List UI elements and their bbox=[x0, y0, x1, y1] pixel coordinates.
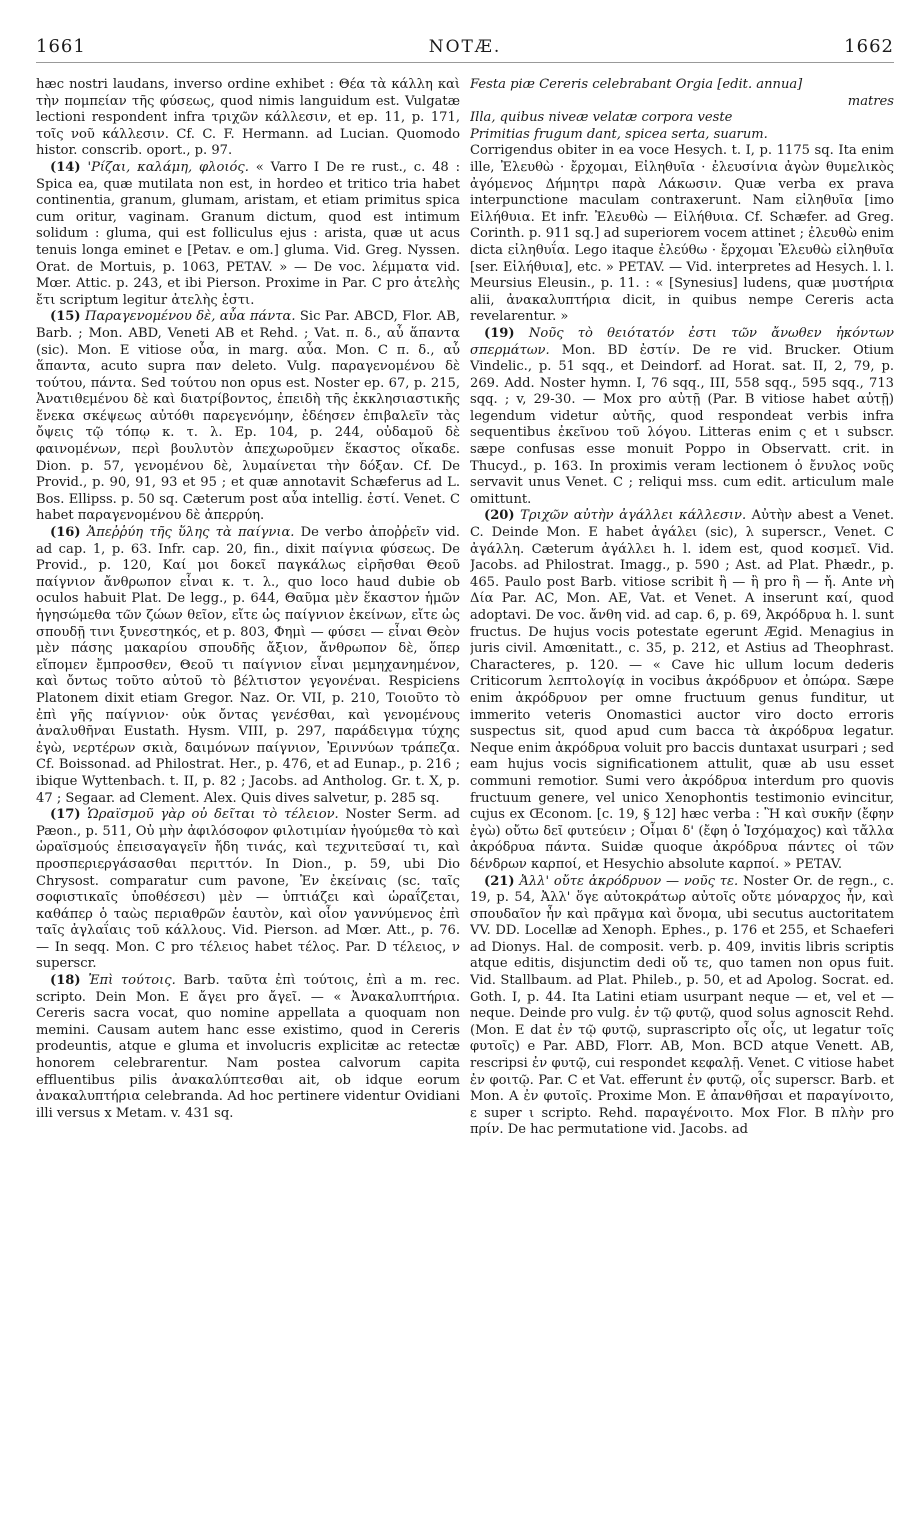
note-17 bbox=[36, 807, 460, 973]
note-text: hæc nostri laudans, inverso ordine exhibet : Θέα τὰ κάλλη καὶ τὴν πομπείαν τῆς φύσεως, quod nimis languidum est. Vulgatæ lectioni respondent infra τριχῶν κάλλεσιν, et ep. 11, p. 171, τοῖς νοῦ κάλλεσιν. Cf. C. F. Hermann. ad Lucian. Quomodo histor. conscrib. oport., p. 97. bbox=[36, 77, 460, 159]
note-21 bbox=[470, 874, 894, 1140]
note-lemma: Τριχῶν αὐτὴν ἀγάλλει κάλλεσιν. bbox=[520, 508, 747, 524]
note-lemma: Ἀπεῤῥύη τῆς ὕλης τὰ παίγνια. bbox=[86, 525, 295, 541]
note-text: Corrigendus obiter in ea voce Hesych. t. I, p. 1175 sq. Ita enim ille, Ἐλευθὼ · ἔρχομαι, Εἰληθυῖα · ἐλευσίνια ἀγὼν θυμελικὸς ἀγόμενος Δήμητρι παρὰ Λάκωσιν. Quæ verba ex prava interpunctione maculam contraxerunt. Nam εἰληθυῖα [imo Εἰλήθυια. Et infr. Ἐλευθὼ — Εἰλήθυια. Cf. Schæfer. ad Greg. Corinth. p. 911 sq.] ad superiorem vocem attinet ; ἐλευθὼ enim dicta εἰληθυΐα. Lego itaque ἐλεύθω · ἔρχομαι Ἐλευθὼ εἰληθυῖα [ser. Εἰλήθυια], etc. » PETAV. — Vid. interpretes ad Hesych. l. l. Meursius Eleusin., p. 11. : « [Synesius] ludens, quæ μυστήρια alii, ἀνακαλυπτήρια dicit, in quibus nempe Cereris acta revelarentur. » bbox=[470, 143, 894, 325]
note-text: De verbo ἀποῤῥεῖν vid. ad cap. 1, p. 63. Infr. cap. 20, fin., dixit παίγνια φύσεως. De Provid., p. 120, Καί μοι δοκεῖ παγκάλως εἰρῆσθαι Θεοῦ παίγνιον ἄνθρωπον εἶναι κ. τ. λ., quo loco haud dubie ob oculos habuit Plat. De legg., p. 644, Θαῦμα μὲν ἕκαστον ἡμῶν ἡγησώμεθα τῶν ζώων θεῖον, εἴτε ὡς παίγνιον ἐκείνων, εἴτε ὡς σπουδῇ τινι ξυνεστηκός, et p. 803, Φημὶ — φύσει — εἶναι Θεὸν μὲν πάσης μακαρίου σπουδῆς ἄξιον, ἄνθρωπον δὲ, ὅπερ εἴπομεν ἔμπροσθεν, Θεοῦ τι παίγνιον εἶναι μεμηχανημένον, καὶ ὄντως τοῦτο αὐτοῦ τὸ βέλτιστον γεγονέναι. Respiciens Platonem dixit etiam Gregor. Naz. Or. VII, p. 210, Τοιοῦτο τὸ ἐπὶ γῆς παίγνιον· οὐκ ὄντας γενέσθαι, καὶ γενομένους ἀναλυθῆναι Eustath. Hysm. VIII, p. 297, παράδειγμα τύχης ἐγὼ, νερτέρων σκιὰ, δαιμόνων παίγνιον, Ἐριννύων τράπεζα. Cf. Boissonad. ad Philostrat. Her., p. 476, et ad Eunap., p. 216 ; ibique Wyttenbach. t. II, p. 82 ; Jacobs. ad Antholog. Gr. t. X, p. 47 ; Segaar. ad Clement. Alex. Quis dives salvetur, p. 285 sq. bbox=[36, 525, 460, 806]
note-text: Mon. BD ἐστίν. De re vid. Brucker. Otium Vindelic., p. 51 sqq., et Deindorf. ad Horat. sat. II, 2, 79, p. 269. Add. Noster hymn. I, 76 sqq., III, 558 sqq., 595 sqq., 713 sqq. ; v, 29-30. — Mox pro αὐτῇ (Par. B vitiose habet αὐτῇ) legendum videtur αὐτῆς, quod respondeat verbis infra sequentibus ἐκεῖνου τοῦ λόγου. Litteras enim ς et ι subscr. sæpe confusas esse monuit Poppo in Observatt. crit. in Thucyd., p. 163. In proximis veram lectionem ὁ ἔνυλος νοῦς servavit unus Venet. C ; reliqui mss. cum edit. articulum male omittunt. bbox=[470, 342, 894, 507]
verse-text: matres bbox=[847, 93, 894, 109]
note-text: Noster Or. de regn., c. 19, p. 54, Ἀλλ' ὅγε αὐτοκράτωρ αὐτοῖς οὔτε μόναρχος ἦν, καὶ σπουδαῖον ἦν καὶ πρᾶγμα καὶ ὄνομα, ubi secutus auctoritatem VV. DD. Locellæ ad Xenoph. Ephes., p. 176 et 255, et Schaeferi ad Dionys. Hal. de composit. verb. p. 409, invitis libris scriptis atque editis, disjunctim dedi οὔ τε, quo tamen non opus fuit. Vid. Stallbaum. ad Plat. Phileb., p. 50, et ad Apolog. Socrat. ed. Goth. I, p. 44. Ita Latini etiam usurpant neque — et, vel et — neque. Deinde pro vulg. ἐν τῷ φυτῷ, quod solus agnoscit Rehd. (Mon. E dat ἐν τῷ φυτῷ, suprascripto οἷς οἷς, ut legatur τοῖς φυτοῖς) e Par. ABD, Florr. AB, Mon. BCD atque Venett. AB, rescripsi ἐν φυτῷ, cui respondet κεφαλῇ. Venet. C vitiose habet ἐν φοιτῷ. Par. C et Vat. efferunt ἐν φυτῷ, οἷς superscr. Barb. et Mon. A ἐν φυτοῖς. Proxime Mon. E ἀπανθῆσαι et παραγίνοιτο, ε super ι scripto. Rehd. παραγένοιτο. Mox Flor. B πλὴν pro πρίν. De hac permutatione vid. Jacobs. ad bbox=[470, 873, 894, 1138]
note-number: (16) bbox=[50, 525, 81, 541]
note-19 bbox=[470, 326, 894, 509]
verse-line-3 bbox=[470, 127, 894, 144]
two-column-body bbox=[36, 77, 894, 1537]
left-page-number: 1661 bbox=[36, 36, 86, 57]
verse-line-1 bbox=[470, 77, 894, 94]
left-column bbox=[36, 77, 460, 1537]
note-lemma: Ἀλλ' οὔτε ἀκρόδρυον — νοῦς τε. bbox=[519, 873, 739, 889]
note-continuation bbox=[36, 77, 460, 160]
note-lemma: 'Ρίζαι, καλάμη, φλοιός. bbox=[87, 159, 249, 175]
verse-line-2 bbox=[470, 110, 894, 127]
note-15 bbox=[36, 309, 460, 525]
note-18-continuation bbox=[470, 143, 894, 326]
note-16 bbox=[36, 525, 460, 807]
note-lemma: Παραγενομένου δὲ, αὖα πάντα. bbox=[85, 309, 296, 325]
note-text: « Varro I De re rust., c. 48 : Spica ea, quæ mutilata non est, in hordeo et tritico tria habet continentia, granum, glumam, aristam, et etiam primitus spica cum oritur, vaginam. Granum dictum, quod est intimum solidum : gluma, qui est folliculus ejus : arista, quæ ut acus tenuis longa eminet e [Petav. e om.] gluma. Vid. Greg. Nyssen. Orat. de Mortuis, p. 1063, PETAV. » — De voc. λέμματα vid. Mœr. Attic. p. 243, et ibi Pierson. Proxime in Par. C pro ἀτελὴς ἔτι scriptum legitur ἀτελὴς ἐστι. bbox=[36, 159, 460, 308]
note-number: (20) bbox=[484, 508, 515, 524]
note-14 bbox=[36, 160, 460, 309]
note-text: Sic Par. ABCD, Flor. AB, Barb. ; Mon. ABD, Veneti AB et Rehd. ; Vat. π. δ., αὖ ἅπαντα (sic). Mon. E vitiose οὖα, in marg. αὖα. Mon. C π. δ., αὖ ἅπαντα, acuto supra παν deleto. Vulg. παραγενομένου δὲ τούτου, πάντα. Sed τούτου non opus est. Noster ep. 67, p. 215, Ἀνατιθεμένου δὲ καὶ διατρίβοντος, ἐπειδὴ τῆς ἐκκλησιαστικῆς ἕνεκα σκέψεως αὐτόθι παρεγενόμην, ἐδέησεν ἐπιβαλεῖν τὰς ὄψεις τῷ τόπῳ κ. τ. λ. Ep. 104, p. 244, οὐδαμοῦ δὲ φαινομένων, περὶ βουλυτὸν ἀπεχωροῦμεν ἕκαστος οἴκαδε. Dion. p. 57, γενομένου δὲ, λυμαίνεται τὴν δόξαν. Cf. De Provid., p. 90, 91, 93 et 95 ; et quæ annotavit Schæferus ad L. Bos. Ellipss. p. 50 sq. Cæterum post αὖα intellig. ἐστί. Venet. C habet παραγενομένου δὲ ἀπερρύη. bbox=[36, 309, 460, 524]
note-text: Noster Serm. ad Pæon., p. 511, Οὐ μὴν ἀφιλόσοφον φιλοτιμίαν ἡγούμεθα τὸ καὶ ὡραϊσμούς ἐπεισαγαγεῖν ἤδη τινάς, καὶ τεχνιτεῦσαί τι, καὶ προσπεριεργάσασθαι περιττόν. In Dion., p. 59, ubi Dio Chrysost. comparatur cum pavone, Ἐν ἐκείναις (sc. ταῖς σοφιστικαῖς ὑποθέσεσι) μὲν — ὑπτιάζει καὶ ὡραΐζεται, καθάπερ ὁ ταὼς περιαθρῶν ἑαυτὸν, καὶ οἷον γαννύμενος ἐπὶ ταῖς ἀγλαΐαις τοῦ κάλλους. Vid. Pierson. ad Mœr. Att., p. 76. — In seqq. Mon. C pro τέλειος habet τέλος. Par. D τέλειος, ν superscr. bbox=[36, 807, 460, 972]
note-number: (19) bbox=[484, 325, 515, 341]
note-text: Barb. ταῦτα ἐπὶ τούτοις, ἐπὶ a m. rec. scripto. Dein Mon. E ἄγει pro ἄγεῖ. — « Ἀνακαλυπτήρια. Cereris sacra vocat, quo nomine appellata a quoquam non memini. Causam autem hanc esse existimo, quod in Cereris prodeuntis, atque e gluma et involucris explicitæ ac retectæ honorem celebrarentur. Nam postea calvorum capita effluentibus pilis ἀνακαλύπτεσθαι ait, ob idque eorum ἀνακαλυπτήρια celebranda. Ad hoc pertinere videntur Ovidiani illi versus x Metam. v. 431 sq. bbox=[36, 973, 460, 1121]
note-number: (14) bbox=[50, 159, 81, 175]
note-lemma: Ὡραϊσμοῦ γὰρ οὐ δεῖται τὸ τέλειον. bbox=[87, 807, 339, 823]
verse-line-1-tail bbox=[470, 94, 894, 111]
running-header bbox=[36, 36, 894, 63]
verse-text: Primitias frugum dant, spicea serta, suarum. bbox=[470, 126, 768, 142]
right-page-number: 1662 bbox=[844, 36, 894, 57]
note-number: (18) bbox=[50, 973, 81, 989]
note-number: (15) bbox=[50, 309, 81, 325]
note-text: Αὐτὴν abest a Venet. C. Deinde Mon. E habet ἀγάλει (sic), λ superscr., Venet. C ἀγάλλη. Cæterum ἀγάλλει h. l. idem est, quod κοσμεῖ. Vid. Jacobs. ad Philostrat. Imagg., p. 590 ; Ast. ad Plat. Phædr., p. 465. Paulo post Barb. vitiose scribit ἢ — ἢ pro ἢ — ἤ. Ante νὴ Δία Par. AC, Mon. AE, Vat. et Venet. A inserunt καί, quod adoptavi. De voc. ἄνθη vid. ad cap. 6, p. 69, Ἀκρόδρυα h. l. sunt fructus. De hujus vocis potestate egerunt Ægid. Menagius in juris civil. Amœnitatt., c. 35, p. 212, et Astius ad Theophrast. Characteres, p. 120. — « Cave hic ullum locum dederis Criticorum λεπτολογίᾳ in vocibus ἀκρόδρυον et ὀπώρα. Sæpe enim ἀκρόδρυον per omne fructuum genus funditur, ut immerito veteris Onomastici auctor viro docto erroris suspectus sit, quod apud cum bacca τὰ ἀκρόδρυα legatur. Neque enim ἀκρόδρυα voluit pro baccis duntaxat usurpari ; sed eam hujus vocis significationem attulit, quæ ab usu esset communi remotior. Sumi vero ἀκρόδρυα interdum pro quovis fructuum genere, vel unico Xenophontis testimonio evincitur, cujus ex Œconom. [c. 19, § 12] hæc verba : Ἢ καὶ συκῆν (ἔφην ἐγὼ) οὔτω δεῖ φυτεύειν ; Οἶμαι δ' (ἔφη ὁ Ἰσχόμαχος) καὶ τἄλλα ἀκρόδρυα πάντα. Suidæ quoque ἀκρόδρυα πάντες οἱ τῶν δένδρων καρποί, et Hesychio absolute καρποί. » PETAV. bbox=[470, 508, 894, 872]
note-20 bbox=[470, 508, 894, 873]
note-18 bbox=[36, 973, 460, 1122]
note-lemma: Νοῦς τὸ θειότατόν ἐστι τῶν ἄνωθεν ἡκόντων σπερμάτων. bbox=[470, 325, 894, 358]
verse-text: Illa, quibus niveæ velatæ corpora veste bbox=[470, 110, 733, 126]
right-column bbox=[470, 77, 894, 1537]
verse-text: Festa piæ Cereris celebrabant Orgia [edit. annua] bbox=[470, 77, 803, 92]
running-title: NOTÆ. bbox=[428, 37, 502, 57]
note-lemma: Ἐπὶ τούτοις. bbox=[88, 973, 176, 989]
note-number: (21) bbox=[484, 873, 515, 889]
note-number: (17) bbox=[50, 807, 81, 823]
